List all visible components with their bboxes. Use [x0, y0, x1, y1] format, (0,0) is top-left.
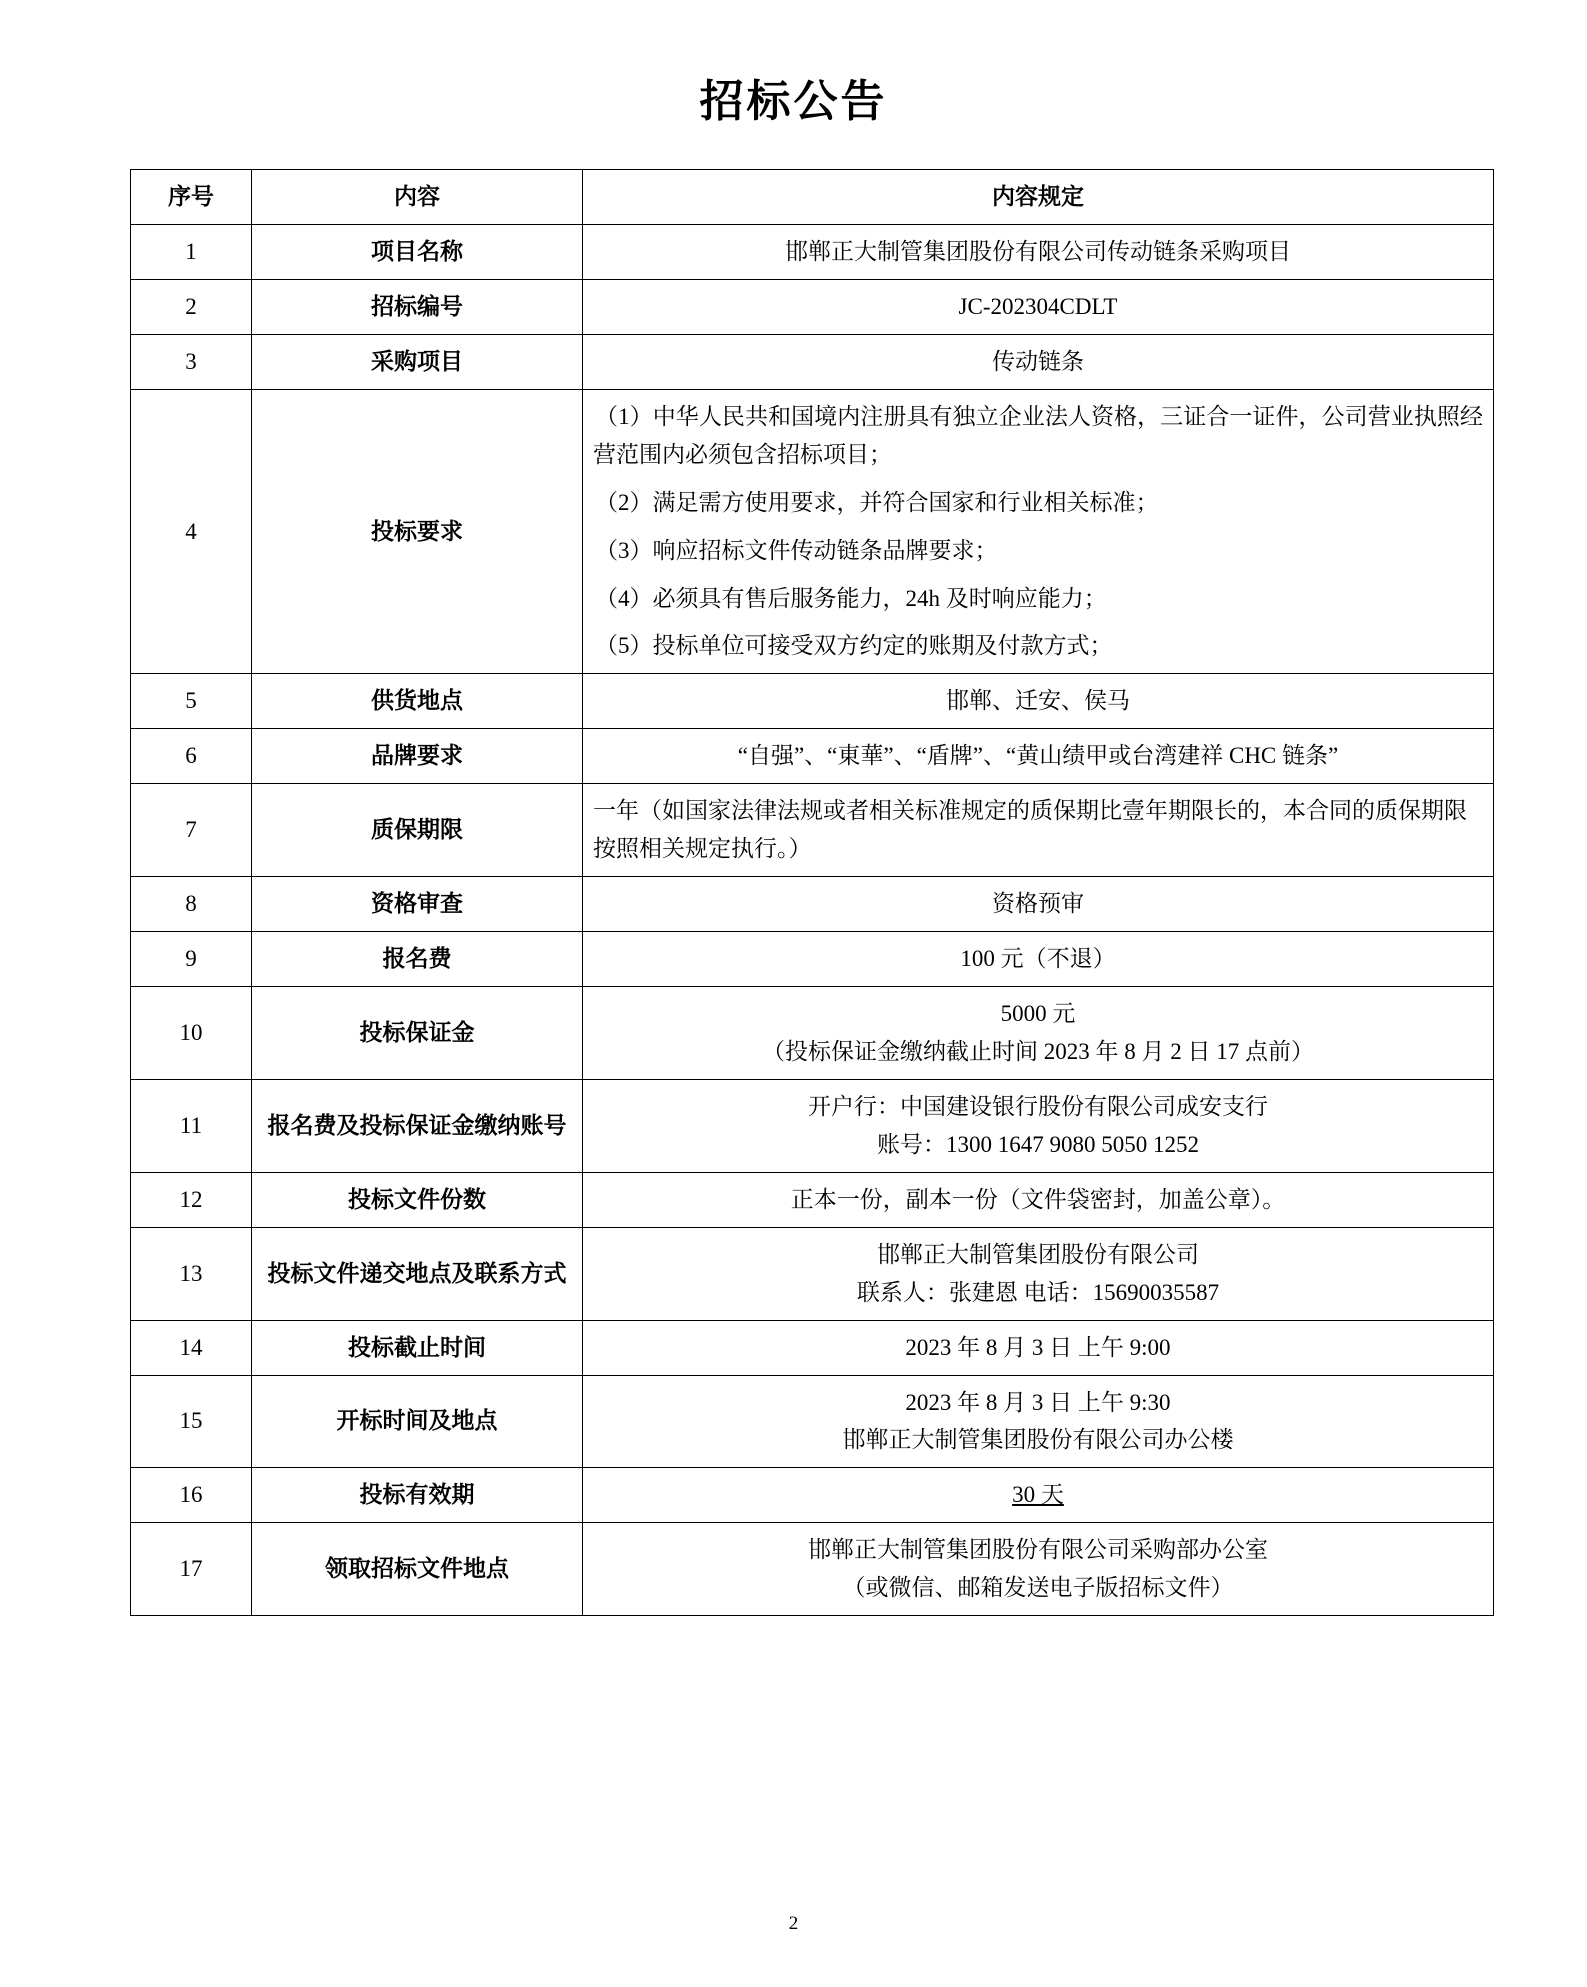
- row-content: [583, 1468, 1494, 1523]
- table-row: [131, 1468, 1494, 1523]
- table-row: [131, 224, 1494, 279]
- requirement-line: （4）必须具有售后服务能力，24h 及时响应能力；: [595, 585, 1107, 611]
- table-header: [131, 170, 1494, 225]
- row-no: 9: [131, 932, 252, 987]
- table-row: [131, 674, 1494, 729]
- content-line: 2023 年 8 月 3 日 上午 9:30: [905, 1389, 1171, 1415]
- row-item: 品牌要求: [252, 729, 583, 784]
- row-content: [583, 987, 1494, 1080]
- page-number: 2: [788, 1913, 799, 1934]
- row-item: 领取招标文件地点: [252, 1523, 583, 1616]
- row-no: 7: [131, 784, 252, 877]
- row-content: [583, 1523, 1494, 1616]
- requirement-line: （5）投标单位可接受双方约定的账期及付款方式；: [595, 633, 1113, 659]
- row-no: 4: [131, 389, 252, 674]
- content-line: （投标保证金缴纳截止时间 2023 年 8 月 2 日 17 点前）: [762, 1038, 1314, 1064]
- content-line: 邯郸正大制管集团股份有限公司: [877, 1241, 1199, 1267]
- requirement-line: （3）响应招标文件传动链条品牌要求；: [595, 537, 998, 563]
- row-no: 11: [131, 1079, 252, 1172]
- row-item: 质保期限: [252, 784, 583, 877]
- header-cell-content: 内容规定: [583, 170, 1494, 225]
- table-row: [131, 1227, 1494, 1320]
- table-row: [131, 1320, 1494, 1375]
- content-line: 邯郸正大制管集团股份有限公司办公楼: [842, 1427, 1234, 1453]
- row-content: 2023 年 8 月 3 日 上午 9:00: [583, 1320, 1494, 1375]
- content-line: 邯郸正大制管集团股份有限公司采购部办公室: [808, 1537, 1268, 1563]
- row-item: 招标编号: [252, 279, 583, 334]
- row-content: [583, 1375, 1494, 1468]
- row-no: 3: [131, 334, 252, 389]
- row-content: JC-202304CDLT: [583, 279, 1494, 334]
- content-line: 开户行：中国建设银行股份有限公司成安支行: [808, 1093, 1268, 1119]
- content-line: 5000 元: [1000, 1001, 1076, 1026]
- table-row: [131, 334, 1494, 389]
- row-content: 正本一份，副本一份（文件袋密封，加盖公章）。: [583, 1172, 1494, 1227]
- row-no: 12: [131, 1172, 252, 1227]
- row-item: 投标保证金: [252, 987, 583, 1080]
- row-content: [583, 1079, 1494, 1172]
- validity-period-value: 30 天: [1012, 1482, 1064, 1508]
- row-no: 10: [131, 987, 252, 1080]
- requirement-line: （2）满足需方使用要求，并符合国家和行业相关标准；: [595, 489, 1159, 515]
- table-row: [131, 729, 1494, 784]
- row-item: 投标截止时间: [252, 1320, 583, 1375]
- row-no: 2: [131, 279, 252, 334]
- row-no: 13: [131, 1227, 252, 1320]
- row-content: [583, 1227, 1494, 1320]
- header-cell-item: 内容: [252, 170, 583, 225]
- row-content: 邯郸正大制管集团股份有限公司传动链条采购项目: [583, 224, 1494, 279]
- table-body: [131, 224, 1494, 1615]
- table-row: [131, 932, 1494, 987]
- table-header-row: [131, 170, 1494, 225]
- row-item: 供货地点: [252, 674, 583, 729]
- content-line: 联系人：张建恩 电话：15690035587: [856, 1279, 1220, 1305]
- row-no: 1: [131, 224, 252, 279]
- row-item: 投标有效期: [252, 1468, 583, 1523]
- row-content: 邯郸、迁安、侯马: [583, 674, 1494, 729]
- row-no: 17: [131, 1523, 252, 1616]
- header-cell-no: 序号: [131, 170, 252, 225]
- content-line: （或微信、邮箱发送电子版招标文件）: [842, 1575, 1234, 1601]
- row-item: 报名费: [252, 932, 583, 987]
- table-row: [131, 279, 1494, 334]
- bid-announcement-table: [130, 169, 1494, 1616]
- row-content: 一年（如国家法律法规或者相关标准规定的质保期比壹年期限长的，本合同的质保期限按照相关规定执行。）: [583, 784, 1494, 877]
- page-title: 招标公告: [699, 77, 888, 126]
- table-row: [131, 1079, 1494, 1172]
- row-content: 传动链条: [583, 334, 1494, 389]
- row-item: 投标文件递交地点及联系方式: [252, 1227, 583, 1320]
- row-item: 开标时间及地点: [252, 1375, 583, 1468]
- requirement-line: （1）中华人民共和国境内注册具有独立企业法人资格，三证合一证件，公司营业执照经营范围内必须包含招标项目；: [593, 403, 1483, 467]
- row-item: 投标要求: [252, 389, 583, 674]
- row-item: 项目名称: [252, 224, 583, 279]
- table-row: [131, 784, 1494, 877]
- row-item: 资格审查: [252, 877, 583, 932]
- row-content: [583, 389, 1494, 674]
- row-no: 5: [131, 674, 252, 729]
- row-content: 资格预审: [583, 877, 1494, 932]
- row-item: 报名费及投标保证金缴纳账号: [252, 1079, 583, 1172]
- table-row: [131, 1172, 1494, 1227]
- row-no: 16: [131, 1468, 252, 1523]
- row-content: “自强”、“東華”、“盾牌”、“黄山绩甲或台湾建祥 CHC 链条”: [583, 729, 1494, 784]
- row-item: 投标文件份数: [252, 1172, 583, 1227]
- row-no: 6: [131, 729, 252, 784]
- content-line: 账号：1300 1647 9080 5050 1252: [877, 1131, 1199, 1157]
- row-no: 15: [131, 1375, 252, 1468]
- table-row: [131, 1375, 1494, 1468]
- row-no: 8: [131, 877, 252, 932]
- row-item: 采购项目: [252, 334, 583, 389]
- table-row: [131, 389, 1494, 674]
- row-content: 100 元（不退）: [583, 932, 1494, 987]
- row-no: 14: [131, 1320, 252, 1375]
- table-row: [131, 1523, 1494, 1616]
- table-row: [131, 877, 1494, 932]
- table-row: [131, 987, 1494, 1080]
